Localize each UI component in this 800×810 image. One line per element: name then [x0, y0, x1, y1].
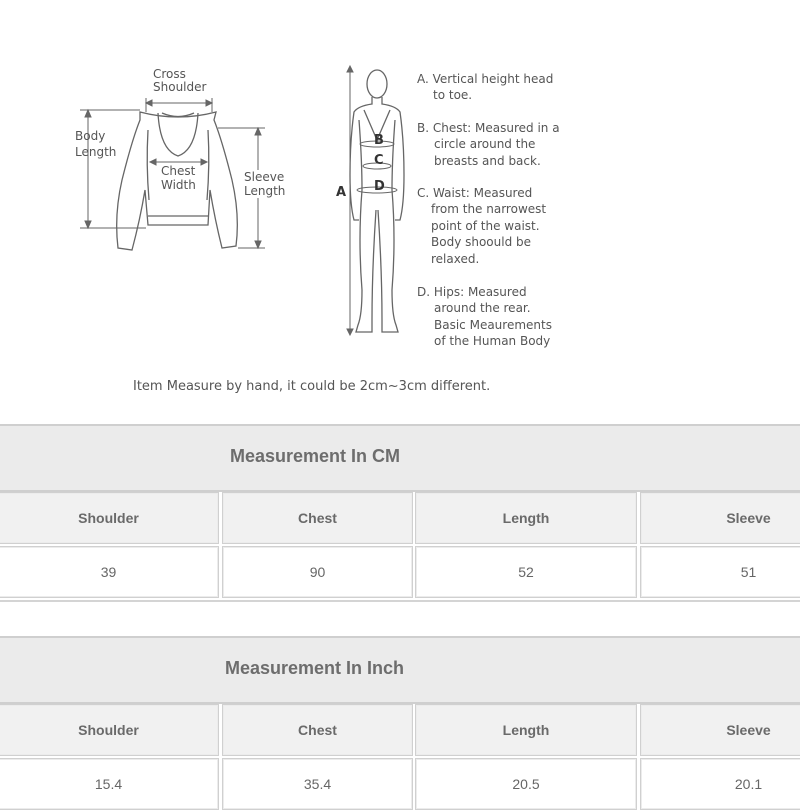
inch-header-chest: Chest: [222, 704, 413, 756]
body-length-label: Body Length: [75, 129, 117, 159]
legend-c: C. Waist: Measured from the narrowest point of the waist. Body shoould be relaxed.: [417, 186, 547, 266]
inch-header-shoulder: Shoulder: [0, 704, 219, 756]
measure-note: Item Measure by hand, it could be 2cm~3cm different.: [133, 379, 491, 394]
cm-value-shoulder: 39: [0, 546, 219, 598]
cm-table-bottom-rule: [0, 600, 800, 602]
sleeve-length-label: Sleeve Length: [244, 170, 286, 198]
cm-table-title: Measurement In CM: [230, 446, 401, 466]
inch-table-title-bar: [0, 636, 800, 704]
cm-value-chest: 90: [222, 546, 413, 598]
cm-table-title-bar: [0, 424, 800, 492]
cm-header-length: Length: [415, 492, 637, 544]
body-figure: [335, 62, 415, 340]
letter-d: D: [374, 179, 385, 194]
legend-a: A. Vertical height head to toe.: [417, 72, 554, 103]
head-icon: [367, 70, 387, 98]
sweater-neckline: [158, 113, 198, 156]
chest-width-label: Chest Width: [161, 164, 196, 192]
legend-d: D. Hips: Measured around the rear. Basic Meaurements of the Human Body: [417, 285, 552, 349]
cm-header-chest: Chest: [222, 492, 413, 544]
cm-header-sleeve: Sleeve: [640, 492, 800, 544]
cm-header-shoulder: Shoulder: [0, 492, 219, 544]
inch-value-sleeve: 20.1: [640, 758, 800, 810]
inch-value-length: 20.5: [415, 758, 637, 810]
inch-table-title: Measurement In Inch: [225, 658, 405, 678]
inch-header-sleeve: Sleeve: [640, 704, 800, 756]
inch-value-shoulder: 15.4: [0, 758, 219, 810]
letter-b: B: [374, 133, 384, 148]
legend-b: B. Chest: Measured in a circle around the breasts and back.: [417, 121, 560, 168]
cross-shoulder-label: Cross Shoulder: [153, 67, 207, 94]
inch-header-length: Length: [415, 704, 637, 756]
letter-a: A: [336, 185, 347, 200]
inch-value-chest: 35.4: [222, 758, 413, 810]
cm-value-sleeve: 51: [640, 546, 800, 598]
cm-value-length: 52: [415, 546, 637, 598]
letter-c: C: [374, 153, 384, 168]
